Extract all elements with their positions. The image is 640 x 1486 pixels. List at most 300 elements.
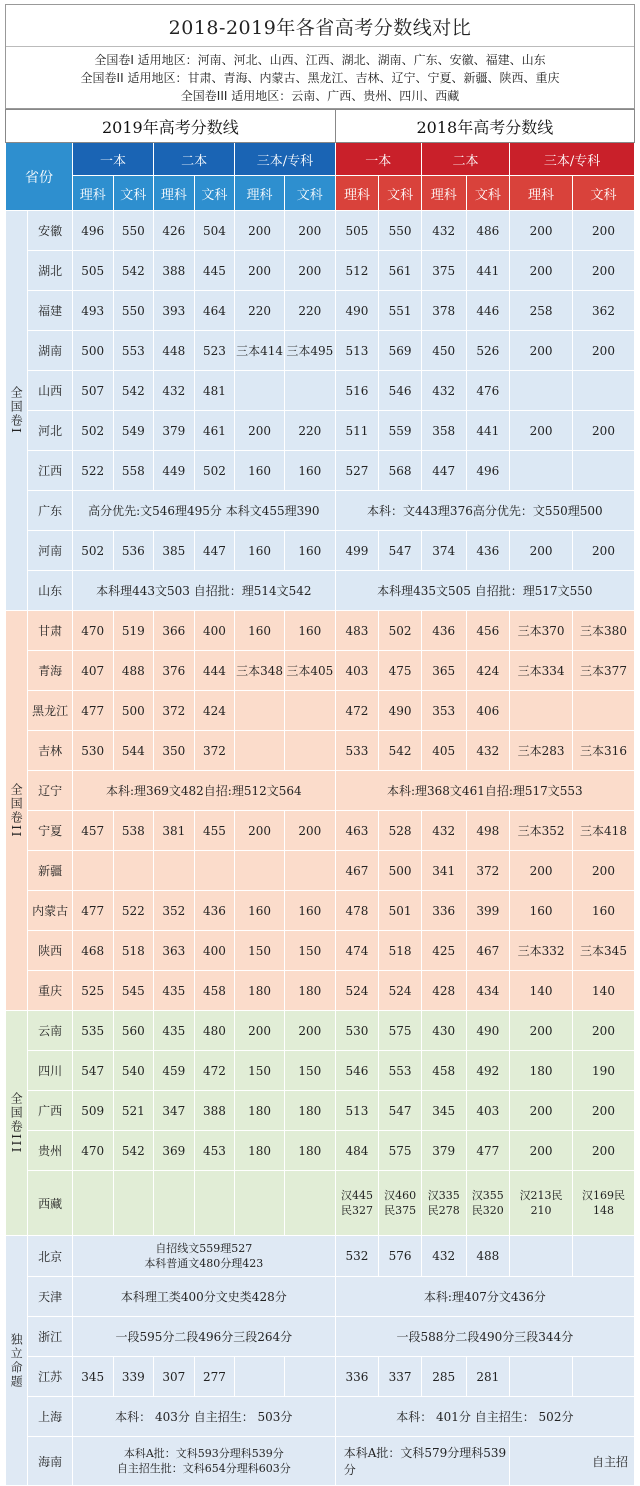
score-cell: 490 — [335, 291, 379, 331]
score-cell: 200 — [510, 331, 573, 371]
table-row — [6, 291, 635, 331]
score-cell: 474 — [335, 931, 379, 971]
score-cell — [235, 371, 285, 411]
score-cell: 488 — [466, 1236, 510, 1277]
score-cell: 353 — [421, 691, 466, 731]
merged-2019-cell: 本科理443文503 自招批：理514文542 — [72, 571, 335, 611]
score-cell: 535 — [72, 1011, 113, 1051]
score-cell — [284, 371, 335, 411]
score-cell: 477 — [72, 891, 113, 931]
score-cell: 374 — [421, 531, 466, 571]
province-header: 省份 — [6, 143, 73, 211]
province-cell: 湖南 — [28, 331, 73, 371]
score-cell: 220 — [284, 291, 335, 331]
score-cell: 200 — [573, 331, 635, 371]
score-cell: 200 — [235, 811, 285, 851]
score-cell — [510, 1357, 573, 1397]
score-cell: 511 — [335, 411, 379, 451]
score-cell: 518 — [113, 931, 154, 971]
score-cell: 180 — [235, 1131, 285, 1171]
score-cell: 512 — [335, 251, 379, 291]
table-row — [6, 571, 635, 611]
score-cell: 三本283 — [510, 731, 573, 771]
score-table-body — [6, 211, 635, 1486]
merged-2019-cell: 本科A批：文科593分理科539分 自主招生批：文科654分理科603分 — [72, 1437, 335, 1486]
score-cell: 432 — [421, 1236, 466, 1277]
score-cell: 478 — [335, 891, 379, 931]
score-cell: 180 — [510, 1051, 573, 1091]
score-cell: 545 — [113, 971, 154, 1011]
tier-header-row — [6, 143, 635, 176]
score-cell: 200 — [510, 1091, 573, 1131]
score-cell: 499 — [335, 531, 379, 571]
score-cell: 542 — [113, 251, 154, 291]
score-cell: 汉213民 210 — [510, 1171, 573, 1236]
score-cell: 379 — [154, 411, 195, 451]
score-cell: 468 — [72, 931, 113, 971]
score-cell — [113, 851, 154, 891]
score-cell: 三本316 — [573, 731, 635, 771]
tier-header-2018-sanben: 三本/专科 — [510, 143, 635, 176]
score-cell: 500 — [113, 691, 154, 731]
score-cell: 432 — [421, 811, 466, 851]
score-cell: 575 — [379, 1131, 422, 1171]
score-cell — [573, 371, 635, 411]
score-cell: 490 — [466, 1011, 510, 1051]
score-cell: 568 — [379, 451, 422, 491]
score-cell: 369 — [154, 1131, 195, 1171]
score-cell: 505 — [335, 211, 379, 251]
province-cell: 青海 — [28, 651, 73, 691]
province-cell: 天津 — [28, 1277, 73, 1317]
score-cell: 538 — [113, 811, 154, 851]
province-cell: 西藏 — [28, 1171, 73, 1236]
score-cell: 220 — [284, 411, 335, 451]
score-cell — [573, 1236, 635, 1277]
table-row — [6, 451, 635, 491]
group-label: 全国卷II — [6, 611, 28, 1011]
score-cell — [284, 1357, 335, 1397]
score-cell: 378 — [421, 291, 466, 331]
score-cell: 200 — [284, 811, 335, 851]
table-row — [6, 771, 635, 811]
tier-header-2018-yiben: 一本 — [335, 143, 421, 176]
score-cell: 483 — [335, 611, 379, 651]
table-row — [6, 331, 635, 371]
score-cell: 488 — [113, 651, 154, 691]
province-cell: 吉林 — [28, 731, 73, 771]
score-cell — [194, 1171, 235, 1236]
province-cell: 黑龙江 — [28, 691, 73, 731]
score-cell: 200 — [510, 251, 573, 291]
score-cell: 484 — [335, 1131, 379, 1171]
score-cell: 434 — [466, 971, 510, 1011]
score-cell: 336 — [335, 1357, 379, 1397]
score-cell: 551 — [379, 291, 422, 331]
merged-2019-cell: 本科:理369文482自招:理512文564 — [72, 771, 335, 811]
score-cell: 160 — [284, 611, 335, 651]
score-cell: 547 — [379, 531, 422, 571]
table-row — [6, 1131, 635, 1171]
score-cell: 350 — [154, 731, 195, 771]
score-cell: 498 — [466, 811, 510, 851]
province-cell: 河北 — [28, 411, 73, 451]
province-cell: 广东 — [28, 491, 73, 531]
merged-2018-cell: 本科：文443理376高分优先：文550理500 — [335, 491, 634, 531]
table-row — [6, 1011, 635, 1051]
merged-2018-cell: 本科： 401分 自主招生： 502分 — [335, 1397, 634, 1437]
score-cell: 544 — [113, 731, 154, 771]
score-cell: 436 — [194, 891, 235, 931]
subject-art: 文科 — [284, 176, 335, 211]
score-cell: 477 — [72, 691, 113, 731]
score-cell: 363 — [154, 931, 195, 971]
region-line-1: 全国卷I 适用地区：河南、河北、山西、江西、湖北、湖南、广东、安徽、福建、山东 — [94, 53, 546, 67]
score-cell: 546 — [335, 1051, 379, 1091]
score-cell: 553 — [113, 331, 154, 371]
score-table — [5, 109, 635, 1486]
score-cell: 三本370 — [510, 611, 573, 651]
score-cell: 三本345 — [573, 931, 635, 971]
regions-note — [6, 47, 634, 108]
subject-sci: 理科 — [335, 176, 379, 211]
score-cell: 三本380 — [573, 611, 635, 651]
tier-header-2019-sanben: 三本/专科 — [235, 143, 336, 176]
score-cell: 435 — [154, 1011, 195, 1051]
score-cell: 550 — [113, 211, 154, 251]
score-cell: 200 — [573, 1131, 635, 1171]
score-cell: 150 — [284, 1051, 335, 1091]
table-row — [6, 1317, 635, 1357]
score-cell: 180 — [284, 1091, 335, 1131]
score-cell: 160 — [284, 451, 335, 491]
score-cell: 352 — [154, 891, 195, 931]
score-cell: 362 — [573, 291, 635, 331]
score-cell: 436 — [421, 611, 466, 651]
score-cell: 三本405 — [284, 651, 335, 691]
score-cell: 200 — [235, 211, 285, 251]
subject-art: 文科 — [573, 176, 635, 211]
score-cell: 160 — [284, 891, 335, 931]
subject-sci: 理科 — [421, 176, 466, 211]
year-2018-header: 2018年高考分数线 — [335, 110, 634, 143]
subject-sci: 理科 — [72, 176, 113, 211]
score-cell: 三本332 — [510, 931, 573, 971]
score-cell: 三本495 — [284, 331, 335, 371]
score-cell: 200 — [510, 1011, 573, 1051]
score-cell: 526 — [466, 331, 510, 371]
score-cell: 475 — [379, 651, 422, 691]
score-cell: 399 — [466, 891, 510, 931]
score-cell: 530 — [72, 731, 113, 771]
score-cell: 200 — [510, 1131, 573, 1171]
score-cell: 501 — [379, 891, 422, 931]
score-cell: 457 — [72, 811, 113, 851]
table-row — [6, 371, 635, 411]
score-cell: 424 — [194, 691, 235, 731]
score-cell — [573, 1357, 635, 1397]
title-box — [5, 4, 635, 109]
table-row — [6, 531, 635, 571]
score-cell: 200 — [284, 211, 335, 251]
subject-art: 文科 — [113, 176, 154, 211]
score-cell: 467 — [335, 851, 379, 891]
score-cell: 400 — [194, 611, 235, 651]
score-cell: 372 — [154, 691, 195, 731]
score-cell: 336 — [421, 891, 466, 931]
score-cell: 505 — [72, 251, 113, 291]
province-cell: 安徽 — [28, 211, 73, 251]
province-cell: 北京 — [28, 1236, 73, 1277]
score-cell: 180 — [284, 1131, 335, 1171]
score-cell: 403 — [466, 1091, 510, 1131]
score-cell: 542 — [113, 371, 154, 411]
score-cell: 428 — [421, 971, 466, 1011]
score-cell: 281 — [466, 1357, 510, 1397]
province-cell: 江苏 — [28, 1357, 73, 1397]
score-cell: 381 — [154, 811, 195, 851]
region-line-3: 全国卷III 适用地区：云南、广西、贵州、四川、西藏 — [180, 89, 460, 103]
score-cell: 403 — [335, 651, 379, 691]
score-cell: 200 — [284, 1011, 335, 1051]
score-cell: 200 — [284, 251, 335, 291]
score-cell: 277 — [194, 1357, 235, 1397]
score-cell: 425 — [421, 931, 466, 971]
score-cell: 481 — [194, 371, 235, 411]
province-cell: 内蒙古 — [28, 891, 73, 931]
province-cell: 福建 — [28, 291, 73, 331]
province-cell: 河南 — [28, 531, 73, 571]
merged-2019-cell: 高分优先:文546理495分 本科文455理390 — [72, 491, 335, 531]
score-cell: 160 — [235, 891, 285, 931]
score-cell — [235, 1171, 285, 1236]
tier-header-2018-erben: 二本 — [421, 143, 509, 176]
province-cell: 江西 — [28, 451, 73, 491]
score-cell: 200 — [510, 851, 573, 891]
score-cell: 140 — [510, 971, 573, 1011]
merged-2018-cell: 本科A批：文科579分理科539分 — [335, 1437, 509, 1486]
score-cell: 200 — [573, 851, 635, 891]
score-cell: 180 — [284, 971, 335, 1011]
score-cell: 553 — [379, 1051, 422, 1091]
subject-art: 文科 — [379, 176, 422, 211]
score-cell: 424 — [466, 651, 510, 691]
merged-2019-cell: 本科： 403分 自主招生： 503分 — [72, 1397, 335, 1437]
tier-header-2019-yiben: 一本 — [72, 143, 153, 176]
score-cell: 285 — [421, 1357, 466, 1397]
score-cell: 486 — [466, 211, 510, 251]
province-cell: 宁夏 — [28, 811, 73, 851]
score-cell: 461 — [194, 411, 235, 451]
score-cell — [113, 1171, 154, 1236]
score-cell: 200 — [510, 531, 573, 571]
score-cell: 490 — [379, 691, 422, 731]
score-cell: 458 — [421, 1051, 466, 1091]
score-cell: 523 — [194, 331, 235, 371]
table-row — [6, 211, 635, 251]
merged-2018-cell: 自主招 — [510, 1437, 635, 1486]
score-cell: 三本414 — [235, 331, 285, 371]
province-cell: 云南 — [28, 1011, 73, 1051]
score-cell: 542 — [113, 1131, 154, 1171]
score-cell: 汉355 民320 — [466, 1171, 510, 1236]
score-cell: 455 — [194, 811, 235, 851]
score-cell: 160 — [284, 531, 335, 571]
table-row — [6, 1171, 635, 1236]
score-cell — [235, 851, 285, 891]
score-cell: 532 — [335, 1236, 379, 1277]
table-row — [6, 251, 635, 291]
score-cell: 388 — [194, 1091, 235, 1131]
score-cell — [284, 691, 335, 731]
score-cell: 549 — [113, 411, 154, 451]
score-cell — [154, 851, 195, 891]
score-cell: 406 — [466, 691, 510, 731]
province-cell: 山西 — [28, 371, 73, 411]
score-cell — [573, 451, 635, 491]
score-cell — [235, 731, 285, 771]
score-cell: 436 — [466, 531, 510, 571]
score-cell: 358 — [421, 411, 466, 451]
score-cell: 459 — [154, 1051, 195, 1091]
score-cell: 160 — [235, 451, 285, 491]
score-cell: 汉460 民375 — [379, 1171, 422, 1236]
score-cell: 507 — [72, 371, 113, 411]
score-cell: 200 — [510, 411, 573, 451]
score-cell: 180 — [235, 1091, 285, 1131]
province-cell: 山东 — [28, 571, 73, 611]
score-cell: 470 — [72, 1131, 113, 1171]
province-cell: 湖北 — [28, 251, 73, 291]
score-cell — [510, 371, 573, 411]
subject-art: 文科 — [466, 176, 510, 211]
score-cell: 576 — [379, 1236, 422, 1277]
score-cell: 三本418 — [573, 811, 635, 851]
score-cell: 339 — [113, 1357, 154, 1397]
score-cell: 三本348 — [235, 651, 285, 691]
score-cell: 200 — [573, 211, 635, 251]
score-cell: 476 — [466, 371, 510, 411]
score-cell: 464 — [194, 291, 235, 331]
score-cell: 472 — [194, 1051, 235, 1091]
score-cell: 150 — [235, 931, 285, 971]
score-cell: 558 — [113, 451, 154, 491]
province-cell: 海南 — [28, 1437, 73, 1486]
score-cell: 525 — [72, 971, 113, 1011]
score-cell: 500 — [72, 331, 113, 371]
province-cell: 辽宁 — [28, 771, 73, 811]
subject-sci: 理科 — [154, 176, 195, 211]
merged-2018-cell: 本科理435文505 自招批：理517文550 — [335, 571, 634, 611]
tier-header-2019-erben: 二本 — [154, 143, 235, 176]
score-cell: 458 — [194, 971, 235, 1011]
score-cell: 432 — [466, 731, 510, 771]
table-row — [6, 1051, 635, 1091]
score-cell — [284, 851, 335, 891]
group-label: 全国卷I — [6, 211, 28, 611]
score-cell: 汉169民 148 — [573, 1171, 635, 1236]
score-cell: 509 — [72, 1091, 113, 1131]
merged-2019-cell: 一段595分二段496分三段264分 — [72, 1317, 335, 1357]
province-cell: 陕西 — [28, 931, 73, 971]
score-cell: 502 — [72, 411, 113, 451]
score-cell: 441 — [466, 251, 510, 291]
score-cell: 汉445 民327 — [335, 1171, 379, 1236]
score-cell: 519 — [113, 611, 154, 651]
year-2019-header: 2019年高考分数线 — [6, 110, 336, 143]
group-label: 独立命题 — [6, 1236, 28, 1486]
score-cell — [510, 1236, 573, 1277]
score-cell: 160 — [235, 611, 285, 651]
score-cell: 524 — [335, 971, 379, 1011]
merged-2019-cell: 自招线文559理527 本科普通文480分理423 — [72, 1236, 335, 1277]
score-cell: 341 — [421, 851, 466, 891]
score-cell: 547 — [379, 1091, 422, 1131]
table-row — [6, 1091, 635, 1131]
table-row — [6, 1236, 635, 1277]
province-cell: 贵州 — [28, 1131, 73, 1171]
score-cell — [510, 691, 573, 731]
score-cell: 汉335 民278 — [421, 1171, 466, 1236]
subject-header-row — [6, 176, 635, 211]
province-cell: 重庆 — [28, 971, 73, 1011]
score-cell: 220 — [235, 291, 285, 331]
score-cell: 430 — [421, 1011, 466, 1051]
score-cell: 三本377 — [573, 651, 635, 691]
score-cell: 453 — [194, 1131, 235, 1171]
province-cell: 四川 — [28, 1051, 73, 1091]
score-cell: 492 — [466, 1051, 510, 1091]
table-row — [6, 651, 635, 691]
province-cell: 广西 — [28, 1091, 73, 1131]
table-row — [6, 491, 635, 531]
score-cell: 345 — [72, 1357, 113, 1397]
score-cell: 347 — [154, 1091, 195, 1131]
score-cell: 375 — [421, 251, 466, 291]
score-cell: 575 — [379, 1011, 422, 1051]
table-row — [6, 1357, 635, 1397]
score-cell: 527 — [335, 451, 379, 491]
score-cell: 200 — [235, 251, 285, 291]
score-cell: 432 — [154, 371, 195, 411]
score-cell: 493 — [72, 291, 113, 331]
score-cell: 372 — [194, 731, 235, 771]
table-row — [6, 691, 635, 731]
score-cell — [284, 731, 335, 771]
score-cell: 472 — [335, 691, 379, 731]
score-cell: 307 — [154, 1357, 195, 1397]
score-cell: 448 — [154, 331, 195, 371]
score-cell: 365 — [421, 651, 466, 691]
region-line-2: 全国卷II 适用地区：甘肃、青海、内蒙古、黑龙江、吉林、辽宁、宁夏、新疆、陕西、重庆 — [80, 71, 560, 85]
score-cell: 502 — [72, 531, 113, 571]
table-row — [6, 891, 635, 931]
score-cell: 513 — [335, 331, 379, 371]
score-cell: 200 — [235, 411, 285, 451]
score-cell: 533 — [335, 731, 379, 771]
score-cell: 150 — [235, 1051, 285, 1091]
group-label: 全国卷III — [6, 1011, 28, 1236]
score-cell: 536 — [113, 531, 154, 571]
score-cell: 441 — [466, 411, 510, 451]
year-header-row — [6, 110, 635, 143]
score-cell: 540 — [113, 1051, 154, 1091]
score-cell: 445 — [194, 251, 235, 291]
subject-sci: 理科 — [510, 176, 573, 211]
table-row — [6, 1397, 635, 1437]
score-cell: 160 — [510, 891, 573, 931]
score-cell: 200 — [573, 531, 635, 571]
